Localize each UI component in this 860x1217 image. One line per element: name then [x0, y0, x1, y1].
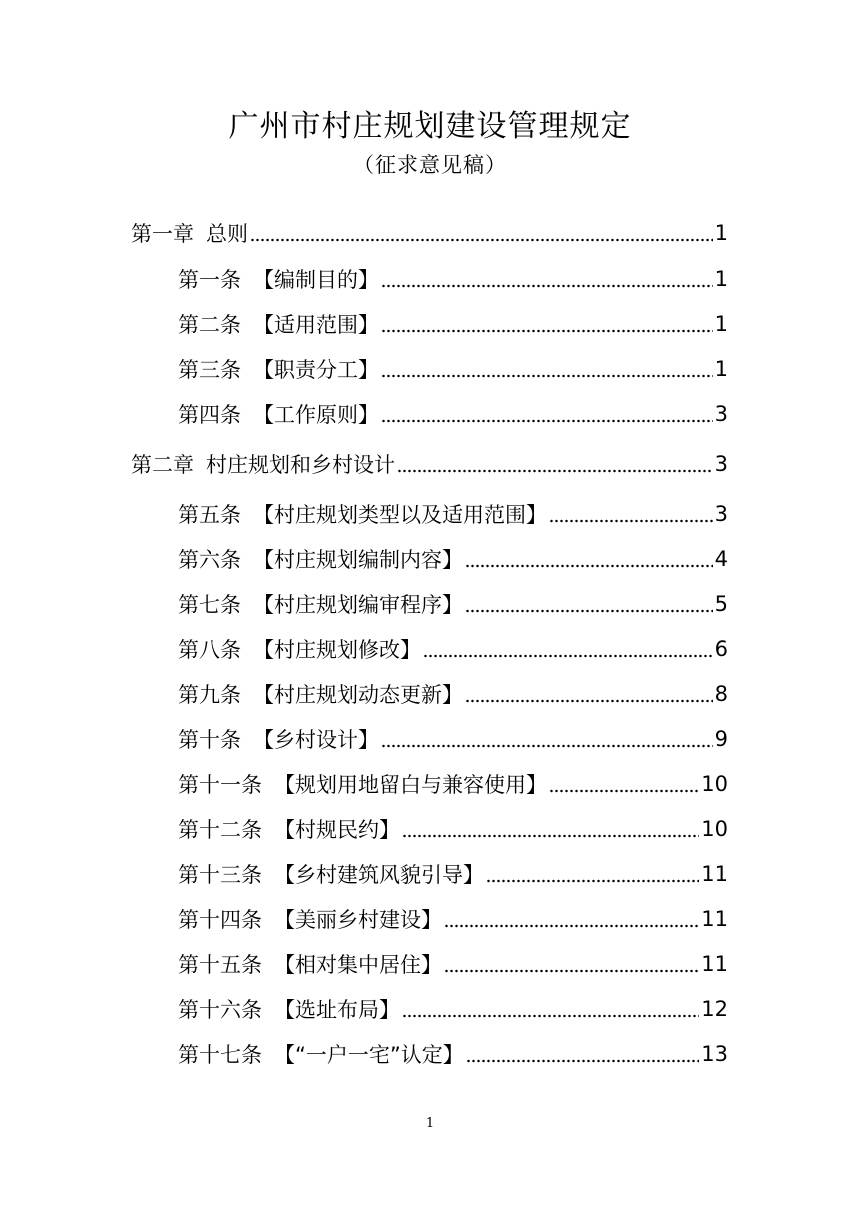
toc-entry-title: 村庄规划和乡村设计	[206, 453, 395, 477]
dot-leader	[444, 902, 699, 936]
toc-entry-title: 【乡村建筑风貌引导】	[274, 863, 484, 887]
toc-entry-title: 【乡村设计】	[253, 728, 379, 752]
toc-entry-title: 【村庄规划编制内容】	[253, 548, 463, 572]
toc-entry-number: 第一条	[178, 268, 241, 292]
dot-leader	[381, 722, 713, 756]
dot-leader	[549, 767, 699, 801]
toc-entry-number: 第十四条	[178, 908, 262, 932]
toc-entry-number: 第十七条	[178, 1043, 262, 1067]
toc-article-entry[interactable]	[178, 352, 728, 386]
toc-entry-label	[178, 499, 547, 529]
toc-article-entry[interactable]	[178, 812, 728, 846]
toc-entry-label	[131, 218, 248, 248]
dot-leader	[402, 992, 699, 1026]
toc-entry-label	[178, 354, 379, 384]
toc-article-entry[interactable]	[178, 397, 728, 431]
dot-leader	[465, 542, 713, 576]
toc-entry-page: 9	[714, 727, 728, 751]
toc-entry-number: 第六条	[178, 548, 241, 572]
document-subtitle: （征求意见稿）	[353, 153, 507, 177]
toc-entry-page: 3	[714, 402, 728, 426]
toc-entry-title: 【村庄规划编审程序】	[253, 593, 463, 617]
toc-article-entry[interactable]	[178, 677, 728, 711]
toc-entry-label	[178, 904, 442, 934]
toc-chapter-entry[interactable]	[131, 216, 728, 250]
toc-entry-label	[178, 769, 547, 799]
toc-entry-label	[178, 724, 379, 754]
toc-entry-title: 【编制目的】	[253, 268, 379, 292]
dot-leader	[402, 812, 699, 846]
toc-entry-page: 4	[714, 547, 728, 571]
toc-entry-number: 第九条	[178, 683, 241, 707]
toc-entry-page: 3	[714, 502, 728, 526]
toc-article-entry[interactable]	[178, 857, 728, 891]
toc-entry-label	[131, 449, 395, 479]
toc-entry-title: 【选址布局】	[274, 998, 400, 1022]
toc-entry-label	[178, 859, 484, 889]
toc-entry-number: 第二条	[178, 313, 241, 337]
toc-entry-label	[178, 589, 463, 619]
toc-entry-label	[178, 949, 442, 979]
toc-entry-number: 第十条	[178, 728, 241, 752]
toc-entry-label	[178, 399, 379, 429]
toc-entry-title: 总则	[206, 222, 248, 246]
toc-entry-page: 11	[701, 907, 728, 931]
toc-entry-number: 第十五条	[178, 953, 262, 977]
dot-leader	[444, 947, 699, 981]
dot-leader	[397, 447, 713, 481]
toc-entry-page: 11	[701, 952, 728, 976]
toc-entry-page: 11	[701, 862, 728, 886]
dot-leader	[381, 352, 713, 386]
toc-entry-title: 【美丽乡村建设】	[274, 908, 442, 932]
toc-article-entry[interactable]	[178, 542, 728, 576]
dot-leader	[381, 307, 713, 341]
toc-entry-number: 第二章	[131, 453, 194, 477]
toc-entry-page: 3	[714, 452, 728, 476]
toc-entry-page: 1	[714, 267, 728, 291]
dot-leader	[423, 632, 713, 666]
toc-entry-page: 6	[714, 637, 728, 661]
toc-entry-label	[178, 634, 421, 664]
toc-entry-number: 第十二条	[178, 818, 262, 842]
toc-entry-title: 【规划用地留白与兼容使用】	[274, 773, 547, 797]
dot-leader	[381, 262, 713, 296]
toc-entry-number: 第十三条	[178, 863, 262, 887]
toc-entry-number: 第三条	[178, 358, 241, 382]
toc-entry-title: 【工作原则】	[253, 403, 379, 427]
document-title: 广州市村庄规划建设管理规定	[228, 109, 632, 144]
toc-article-entry[interactable]	[178, 587, 728, 621]
dot-leader	[381, 397, 713, 431]
toc-entry-title: 【“一户一宅”认定】	[274, 1043, 464, 1067]
toc-entry-label	[178, 814, 400, 844]
page-number: 1	[425, 1116, 435, 1131]
toc-article-entry[interactable]	[178, 767, 728, 801]
dot-leader	[465, 587, 713, 621]
toc-entry-page: 8	[714, 682, 728, 706]
toc-chapter-entry[interactable]	[131, 447, 728, 481]
toc-entry-title: 【村庄规划类型以及适用范围】	[253, 503, 547, 527]
toc-entry-title: 【相对集中居住】	[274, 953, 442, 977]
toc-entry-page: 10	[701, 772, 728, 796]
toc-article-entry[interactable]	[178, 902, 728, 936]
toc-entry-label	[178, 309, 379, 339]
toc-entry-page: 13	[701, 1042, 728, 1066]
toc-article-entry[interactable]	[178, 992, 728, 1026]
toc-entry-label	[178, 264, 379, 294]
dot-leader	[250, 216, 713, 250]
toc-entry-page: 1	[714, 357, 728, 381]
toc-entry-title: 【村庄规划动态更新】	[253, 683, 463, 707]
dot-leader	[486, 857, 699, 891]
toc-entry-label	[178, 544, 463, 574]
toc-entry-number: 第八条	[178, 638, 241, 662]
toc-entry-page: 12	[701, 997, 728, 1021]
toc-entry-title: 【村规民约】	[274, 818, 400, 842]
toc-entry-number: 第七条	[178, 593, 241, 617]
toc-article-entry[interactable]	[178, 632, 728, 666]
toc-entry-number: 第四条	[178, 403, 241, 427]
toc-article-entry[interactable]	[178, 497, 728, 531]
toc-entry-number: 第五条	[178, 503, 241, 527]
toc-article-entry[interactable]	[178, 262, 728, 296]
dot-leader	[465, 677, 713, 711]
toc-entry-label	[178, 1039, 464, 1069]
toc-article-entry[interactable]	[178, 1037, 728, 1071]
toc-entry-page: 10	[701, 817, 728, 841]
toc-entry-number: 第十一条	[178, 773, 262, 797]
toc-entry-title: 【职责分工】	[253, 358, 379, 382]
toc-entry-number: 第十六条	[178, 998, 262, 1022]
toc-entry-number: 第一章	[131, 222, 194, 246]
toc-article-entry[interactable]	[178, 722, 728, 756]
toc-entry-page: 5	[714, 592, 728, 616]
toc-entry-label	[178, 679, 463, 709]
dot-leader	[549, 497, 713, 531]
toc-entry-page: 1	[714, 312, 728, 336]
toc-entry-label	[178, 994, 400, 1024]
toc-entry-page: 1	[714, 221, 728, 245]
toc-entry-title: 【适用范围】	[253, 313, 379, 337]
dot-leader	[466, 1037, 700, 1071]
toc-article-entry[interactable]	[178, 307, 728, 341]
toc-article-entry[interactable]	[178, 947, 728, 981]
toc-entry-title: 【村庄规划修改】	[253, 638, 421, 662]
